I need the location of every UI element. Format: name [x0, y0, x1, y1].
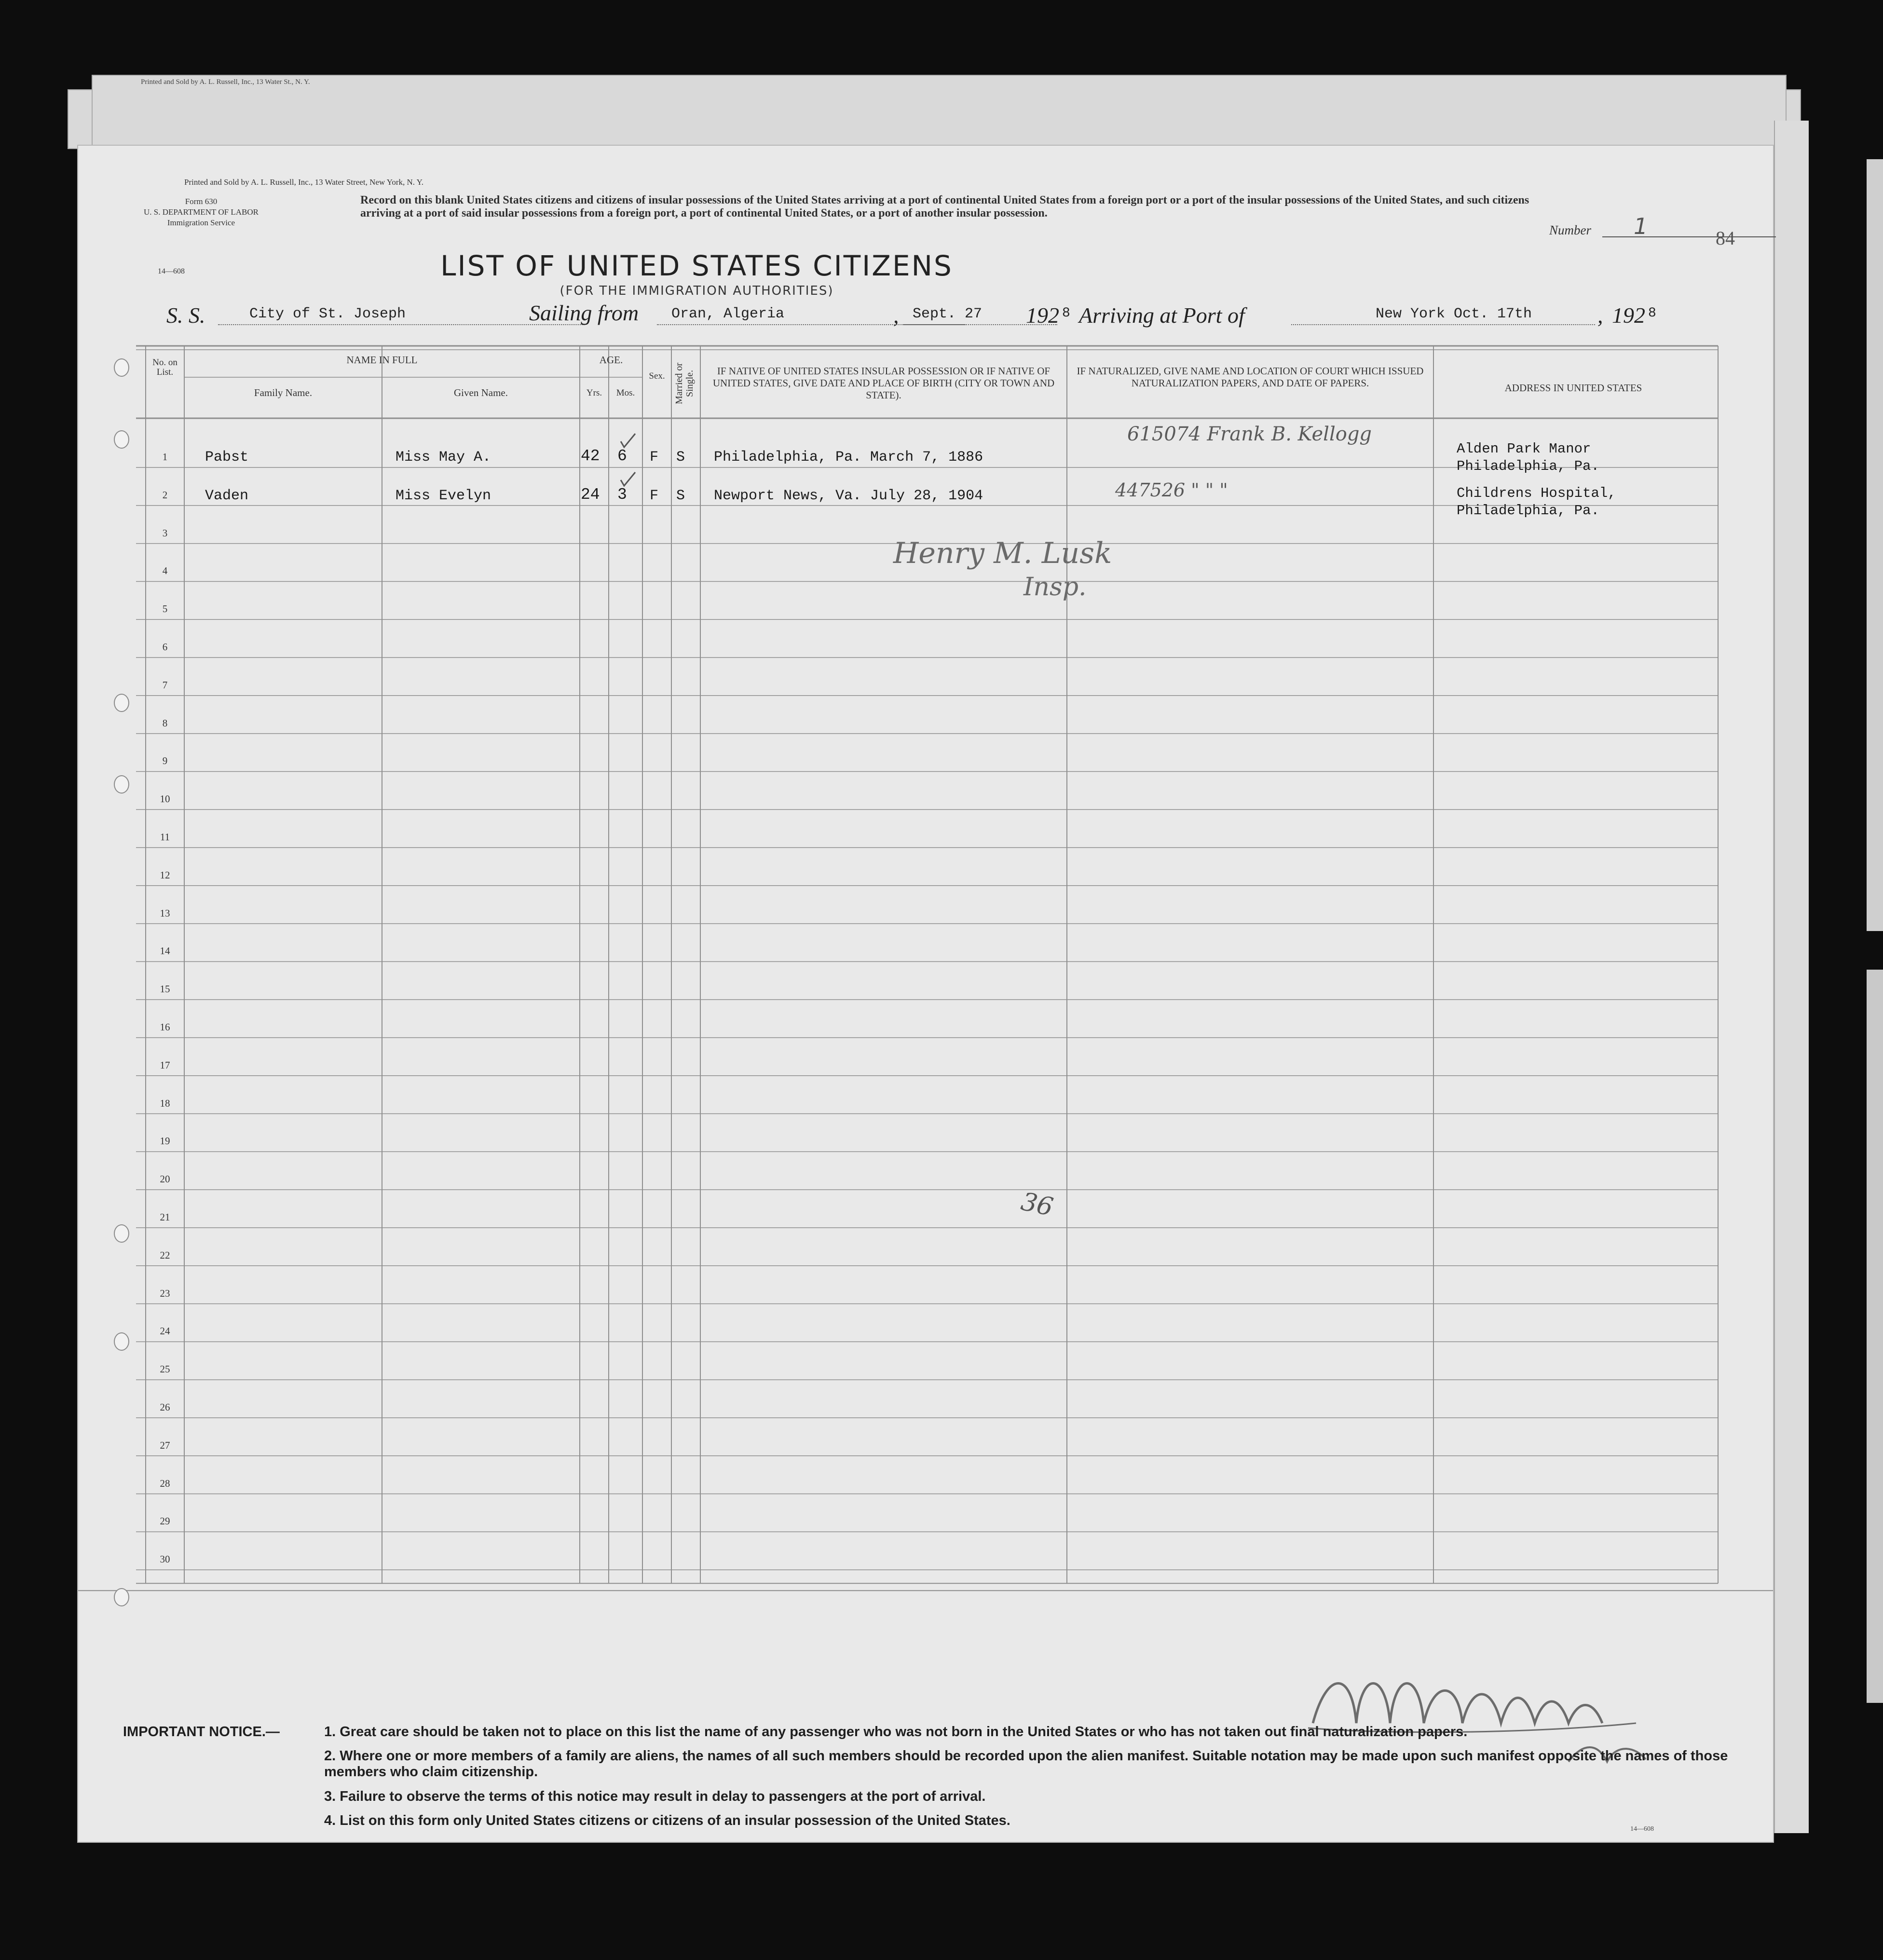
form-number: Form 630 [185, 197, 218, 206]
comma-2: , [1597, 303, 1603, 328]
passenger-2-sex: F [650, 488, 659, 504]
row-number: 22 [160, 1249, 170, 1261]
notice-item-2: 2. Where one or more members of a family are aliens, the names of all such members should be recorded upon the alien manifest. Suitable notation may be made upon such manifest opposite the names of those members who claim citizenship. [324, 1748, 1728, 1780]
binder-hole-3 [114, 694, 129, 712]
row-number: 28 [160, 1477, 170, 1489]
binder-hole-7 [114, 1588, 129, 1606]
row-number: 16 [160, 1021, 170, 1033]
row-number: 7 [162, 679, 168, 691]
header-yrs: Yrs. [586, 388, 602, 398]
departure-year: 8 [1062, 306, 1070, 321]
printer-credit-top: Printed and Sold by A. L. Russell, Inc., 13 Water St., N. Y. [141, 78, 310, 86]
row-number: 14 [160, 945, 170, 957]
row-number: 15 [160, 983, 170, 995]
notice-heading: IMPORTANT NOTICE.— [123, 1724, 280, 1740]
row-number: 11 [160, 831, 170, 843]
service-name: Immigration Service [167, 218, 235, 227]
row-number: 10 [160, 793, 170, 805]
row-number: 3 [162, 527, 168, 539]
header-no-on-list: No. on List. [152, 357, 177, 377]
departure-date: Sept. 27 [913, 306, 982, 322]
header-given-name: Given Name. [454, 387, 508, 398]
passenger-2-mos: 3 [617, 486, 627, 504]
row-number: 29 [160, 1515, 170, 1527]
row-number: 27 [160, 1439, 170, 1451]
departure-port: Oran, Algeria [671, 306, 785, 322]
comma-1: , [893, 303, 899, 328]
department-name: U. S. DEPARTMENT OF LABOR [144, 207, 259, 217]
header-age: AGE. [599, 354, 623, 366]
row-number: 26 [160, 1401, 170, 1413]
notice-item-3: 3. Failure to observe the terms of this notice may result in delay to passengers at the port of arrival. [324, 1789, 986, 1804]
page-subtitle: (FOR THE IMMIGRATION AUTHORITIES) [559, 284, 834, 298]
row-number: 23 [160, 1287, 170, 1299]
number-label: Number [1549, 223, 1591, 237]
year-prefix-2: 192 [1612, 303, 1645, 328]
passenger-2-birth: Newport News, Va. July 28, 1904 [714, 488, 983, 504]
arrival-port-date: New York Oct. 17th [1376, 306, 1532, 322]
sailing-from-label: Sailing from [529, 301, 639, 325]
header-birth: IF NATIVE OF UNITED STATES INSULAR POSSESSION OR IF NATIVE OF UNITED STATES, GIVE DATE AND PLACE OF BIRTH (CITY OR TOWN AND STATE). [712, 365, 1055, 401]
notice-item-4: 4. List on this form only United States citizens or citizens of an insular possession of the United States. [324, 1813, 1010, 1828]
header-name-in-full: NAME IN FULL [346, 354, 418, 366]
adjacent-page-edge-lower [1867, 970, 1883, 1703]
page-title: LIST OF UNITED STATES CITIZENS [440, 249, 953, 282]
row-number: 19 [160, 1135, 170, 1147]
check-marks [614, 433, 642, 495]
row-number: 6 [162, 641, 168, 653]
inspector-signature: Henry M. Lusk [893, 536, 1112, 570]
row-number: 25 [160, 1363, 170, 1375]
row-number: 1 [162, 451, 168, 463]
year-prefix-1: 192 [1026, 303, 1059, 328]
row-number: 13 [160, 907, 170, 919]
header-family-name: Family Name. [254, 387, 313, 398]
row-number: 30 [160, 1553, 170, 1565]
row-number: 12 [160, 869, 170, 881]
underlying-sheet-top [92, 75, 1787, 149]
row-number: 9 [162, 755, 168, 767]
passenger-2-yrs: 24 [581, 486, 600, 504]
page-number: 84 [1716, 227, 1735, 249]
passenger-1-marital: S [676, 449, 685, 466]
header-sex: Sex. [649, 371, 665, 381]
passenger-2-given: Miss Evelyn [396, 488, 491, 504]
row-number: 8 [162, 717, 168, 729]
passenger-1-mos: 6 [617, 447, 627, 465]
arriving-label: Arriving at Port of [1079, 303, 1245, 328]
adjacent-page-edge [1867, 159, 1883, 931]
binder-hole-2 [114, 430, 129, 449]
passenger-1-naturalization: 615074 Frank B. Kellogg [1127, 423, 1372, 445]
arrival-year: 8 [1648, 306, 1656, 321]
binder-hole-6 [114, 1332, 129, 1351]
header-mos: Mos. [616, 388, 635, 398]
row-number: 20 [160, 1173, 170, 1185]
instructions-text: Record on this blank United States citizens and citizens of insular possessions of the United States arriving at a port of continental United States from a foreign port or a port of the insular possessions of the United States, and such citizens arriving at a port of said insular possessions from a foreign port, a port of continental United States, or a port of another insular possession. [360, 194, 1529, 219]
row-number: 4 [162, 565, 168, 577]
passenger-2-naturalization: 447526 " " " [1115, 480, 1228, 501]
row-number: 24 [160, 1325, 170, 1337]
inspector-title: Insp. [1023, 573, 1087, 602]
binder-hole-5 [114, 1224, 129, 1243]
row-number: 18 [160, 1097, 170, 1109]
notice-item-1: 1. Great care should be taken not to place on this list the name of any passenger who was not born in the United States or who has not taken out final naturalization papers. [324, 1724, 1468, 1740]
printer-credit: Printed and Sold by A. L. Russell, Inc., 13 Water Street, New York, N. Y. [184, 178, 424, 187]
ss-label: S. S. [166, 303, 205, 328]
row-number: 5 [162, 603, 168, 615]
passenger-1-sex: F [650, 449, 659, 466]
row-number: 2 [162, 489, 168, 501]
form-code: 14—608 [158, 267, 185, 275]
right-fold-edge [1774, 121, 1809, 1833]
ship-name: City of St. Joseph [249, 306, 406, 322]
passenger-2-address-line-2: Philadelphia, Pa. [1457, 503, 1599, 519]
passenger-2-address-line-1: Childrens Hospital, [1457, 485, 1616, 501]
manifest-sheet [77, 145, 1774, 1843]
header-address: ADDRESS IN UNITED STATES [1504, 382, 1642, 394]
number-value: 1 [1634, 213, 1648, 239]
passenger-2-family: Vaden [205, 488, 249, 504]
passenger-1-address-line-1: Alden Park Manor [1457, 441, 1591, 457]
header-naturalized: IF NATURALIZED, GIVE NAME AND LOCATION OF COURT WHICH ISSUED NATURALIZATION PAPERS, AND DATE OF PAPERS. [1077, 365, 1424, 389]
form-code-bottom: 14—608 [1630, 1825, 1654, 1833]
header-married-single: Married or Single. [674, 362, 695, 405]
passenger-1-given: Miss May A. [396, 449, 491, 466]
passenger-1-yrs: 42 [581, 447, 600, 465]
stray-mark: 36 [1018, 1187, 1056, 1222]
passenger-1-family: Pabst [205, 449, 249, 466]
passenger-1-birth: Philadelphia, Pa. March 7, 1886 [714, 449, 983, 466]
binder-hole-1 [114, 358, 129, 377]
passenger-2-marital: S [676, 488, 685, 504]
passenger-1-address-line-2: Philadelphia, Pa. [1457, 458, 1599, 474]
row-number: 17 [160, 1059, 170, 1071]
row-number: 21 [160, 1211, 170, 1223]
binder-hole-4 [114, 775, 129, 794]
